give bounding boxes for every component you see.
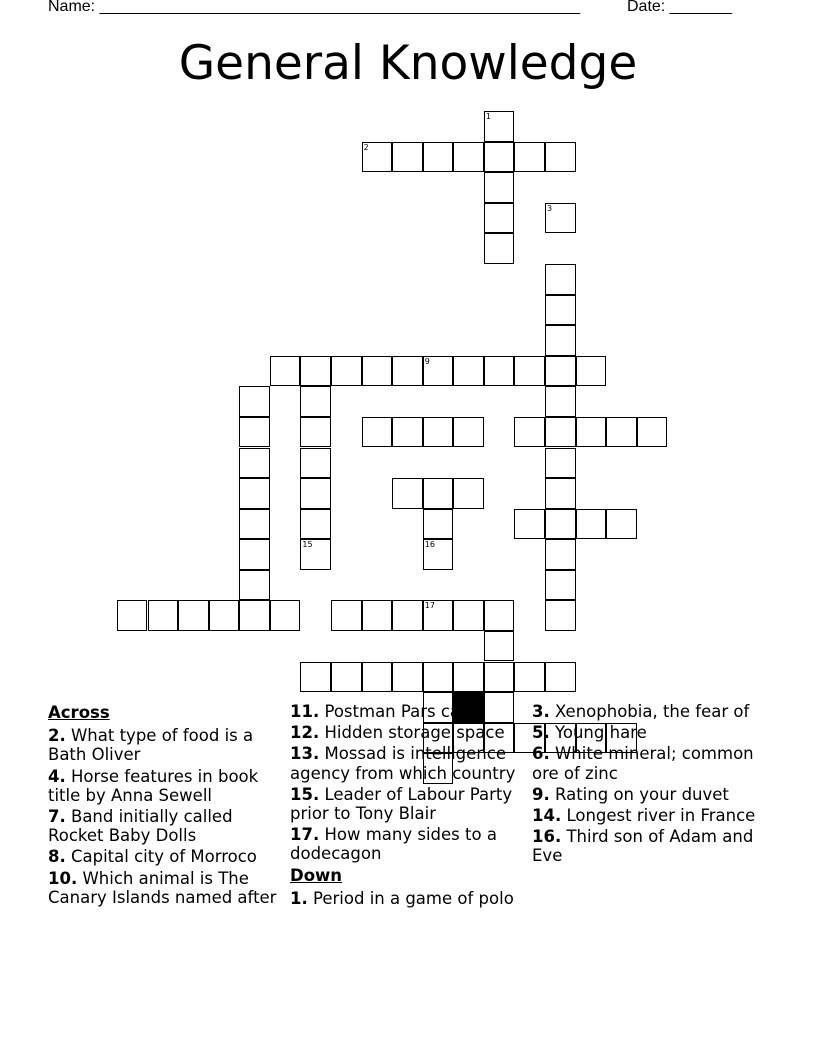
grid-cell[interactable] — [392, 600, 423, 631]
grid-cell[interactable] — [484, 631, 515, 662]
clue — [290, 723, 522, 742]
grid-cell[interactable] — [545, 142, 576, 173]
clue — [290, 702, 522, 721]
grid-cell[interactable] — [453, 478, 484, 509]
clue-number: 11. — [290, 702, 320, 721]
page-title: General Knowledge — [178, 36, 638, 91]
grid-cell[interactable] — [545, 662, 576, 693]
grid-cell[interactable] — [453, 662, 484, 693]
grid-cell[interactable] — [239, 386, 270, 417]
across-clue-list-continued — [290, 702, 522, 864]
grid-cell[interactable] — [331, 662, 362, 693]
date-field: Date: _______ — [627, 0, 732, 15]
clue-text: Band initially called Rocket Baby Dolls — [48, 807, 233, 846]
grid-cell[interactable] — [392, 417, 423, 448]
clue-number: 9 — [424, 356, 430, 366]
grid-cell[interactable] — [545, 264, 576, 295]
grid-cell[interactable] — [484, 203, 515, 234]
grid-cell[interactable] — [514, 142, 545, 173]
grid-cell[interactable] — [514, 509, 545, 540]
clue — [532, 702, 764, 721]
clue-text: Xenophobia, the fear of — [549, 702, 750, 721]
grid-cell[interactable] — [300, 448, 331, 479]
clues-column-2 — [290, 702, 522, 910]
grid-cell[interactable] — [576, 417, 607, 448]
clue-number: 17 — [424, 601, 435, 611]
clue-number: 6. — [532, 744, 550, 764]
grid-cell[interactable] — [484, 662, 515, 693]
clues-column-1 — [48, 702, 280, 909]
grid-cell[interactable] — [423, 539, 454, 570]
clue-number: 7. — [48, 807, 66, 827]
grid-cell[interactable] — [484, 142, 515, 173]
clue — [290, 744, 522, 782]
grid-cell[interactable] — [453, 600, 484, 631]
grid-cell[interactable] — [300, 417, 331, 448]
clue-number: 12. — [290, 723, 320, 743]
clue-text: White mineral; common ore of zinc — [532, 744, 754, 783]
grid-cell[interactable] — [484, 600, 515, 631]
grid-cell[interactable] — [423, 417, 454, 448]
grid-cell[interactable] — [423, 600, 454, 631]
grid-cell[interactable] — [362, 142, 393, 173]
clue — [532, 785, 764, 804]
grid-cell[interactable] — [270, 600, 301, 631]
clue-number: 1 — [485, 112, 491, 122]
grid-cell[interactable] — [514, 417, 545, 448]
clue — [290, 825, 522, 863]
clue-text: Capital city of Morroco — [65, 847, 257, 867]
clue — [48, 847, 280, 866]
grid-cell[interactable] — [545, 295, 576, 326]
grid-cell[interactable] — [545, 570, 576, 601]
grid-cell[interactable] — [148, 600, 179, 631]
grid-cell[interactable] — [453, 417, 484, 448]
clue-text: What type of food is a Bath Oliver — [48, 726, 254, 765]
grid-cell[interactable] — [576, 509, 607, 540]
grid-cell[interactable] — [514, 662, 545, 693]
clue-text: Postman Pars cat — [319, 702, 467, 721]
grid-cell[interactable] — [484, 111, 515, 142]
clue — [532, 744, 764, 782]
clue — [532, 806, 764, 825]
clue-number: 2. — [48, 726, 66, 746]
grid-cell[interactable] — [300, 539, 331, 570]
clue-text: Rating on your duvet — [549, 784, 729, 804]
grid-cell[interactable] — [423, 142, 454, 173]
grid-cell[interactable] — [300, 478, 331, 509]
grid-cell[interactable] — [545, 539, 576, 570]
grid-cell[interactable] — [637, 417, 668, 448]
clue — [290, 785, 522, 823]
clue — [48, 767, 280, 805]
grid-cell[interactable] — [545, 386, 576, 417]
grid-cell[interactable] — [423, 478, 454, 509]
clue-text: Which animal is The Canary Islands named after — [48, 868, 277, 907]
grid-cell[interactable] — [423, 509, 454, 540]
grid-cell[interactable] — [484, 172, 515, 203]
down-clue-list — [290, 889, 522, 908]
clue-number: 13. — [290, 744, 320, 764]
grid-cell[interactable] — [545, 600, 576, 631]
clue — [48, 807, 280, 845]
grid-cell[interactable] — [484, 233, 515, 264]
grid-cell[interactable] — [239, 448, 270, 479]
grid-cell[interactable] — [545, 448, 576, 479]
grid-cell[interactable] — [300, 662, 331, 693]
down-clue-list-continued — [532, 702, 764, 866]
clue-number: 10. — [48, 868, 78, 888]
grid-cell[interactable] — [484, 356, 515, 387]
across-clue-list — [48, 726, 280, 907]
clue-number: 16. — [532, 827, 562, 847]
grid-cell[interactable] — [514, 356, 545, 387]
grid-cell[interactable] — [423, 356, 454, 387]
grid-cell[interactable] — [392, 142, 423, 173]
grid-cell[interactable] — [270, 356, 301, 387]
grid-cell[interactable] — [392, 662, 423, 693]
grid-cell[interactable] — [239, 600, 270, 631]
clue-number: 2 — [363, 142, 369, 152]
clue-number: 1. — [290, 888, 308, 908]
grid-cell[interactable] — [239, 570, 270, 601]
clue — [48, 726, 280, 764]
grid-cell[interactable] — [209, 600, 240, 631]
clue — [532, 827, 764, 865]
clue — [48, 869, 280, 907]
clue-number: 15. — [290, 784, 320, 804]
grid-cell[interactable] — [362, 417, 393, 448]
clue-number: 9. — [532, 784, 550, 804]
grid-cell[interactable] — [545, 356, 576, 387]
clues-column-3 — [532, 702, 764, 868]
clue-number: 3 — [547, 203, 553, 213]
clue-number: 14. — [532, 806, 562, 826]
grid-cell[interactable] — [362, 600, 393, 631]
grid-cell[interactable] — [300, 356, 331, 387]
grid-cell[interactable] — [117, 600, 148, 631]
grid-cell[interactable] — [331, 356, 362, 387]
grid-cell[interactable] — [545, 509, 576, 540]
grid-cell[interactable] — [392, 356, 423, 387]
grid-cell[interactable] — [331, 600, 362, 631]
grid-cell[interactable] — [606, 417, 637, 448]
grid-cell[interactable] — [239, 478, 270, 509]
clue-text: Mossad is intelligence agency from which country — [290, 744, 516, 783]
grid-cell[interactable] — [239, 509, 270, 540]
clue-text: Period in a game of polo — [307, 888, 514, 908]
clue-text: Third son of Adam and Eve — [532, 827, 754, 866]
clue — [532, 723, 764, 742]
clue-text: How many sides to a dodecagon — [290, 825, 497, 864]
clue-text: Leader of Labour Party prior to Tony Blair — [290, 784, 513, 824]
grid-cell[interactable] — [545, 417, 576, 448]
grid-cell[interactable] — [300, 509, 331, 540]
grid-cell[interactable] — [453, 142, 484, 173]
grid-cell[interactable] — [300, 386, 331, 417]
grid-cell[interactable] — [576, 356, 607, 387]
down-heading: Down — [290, 865, 343, 885]
clue-text: Horse features in book title by Anna Sewell — [48, 766, 259, 805]
clue — [290, 889, 522, 908]
clue-number: 16 — [424, 540, 435, 550]
clue-text: Longest river in France — [561, 806, 756, 826]
grid-cell[interactable] — [545, 478, 576, 509]
clue-number: 15 — [302, 540, 313, 550]
grid-cell[interactable] — [453, 356, 484, 387]
grid-cell[interactable] — [239, 539, 270, 570]
clue-text: Hidden storage space — [319, 723, 505, 743]
grid-cell[interactable] — [545, 203, 576, 234]
grid-cell[interactable] — [606, 509, 637, 540]
across-heading: Across — [48, 703, 110, 722]
clue-number: 3. — [532, 702, 550, 721]
clue-number: 5. — [532, 723, 550, 743]
clue-number: 8. — [48, 847, 66, 867]
clue-text: Young hare — [549, 723, 647, 743]
grid-cell[interactable] — [362, 356, 393, 387]
grid-cell[interactable] — [178, 600, 209, 631]
grid-cell[interactable] — [545, 325, 576, 356]
grid-cell[interactable] — [239, 417, 270, 448]
clue-number: 4. — [48, 766, 66, 786]
name-field: Name: ______________________________________________________ — [48, 0, 581, 15]
clue-number: 17. — [290, 825, 320, 845]
grid-cell[interactable] — [392, 478, 423, 509]
grid-cell[interactable] — [423, 662, 454, 693]
grid-cell[interactable] — [362, 662, 393, 693]
